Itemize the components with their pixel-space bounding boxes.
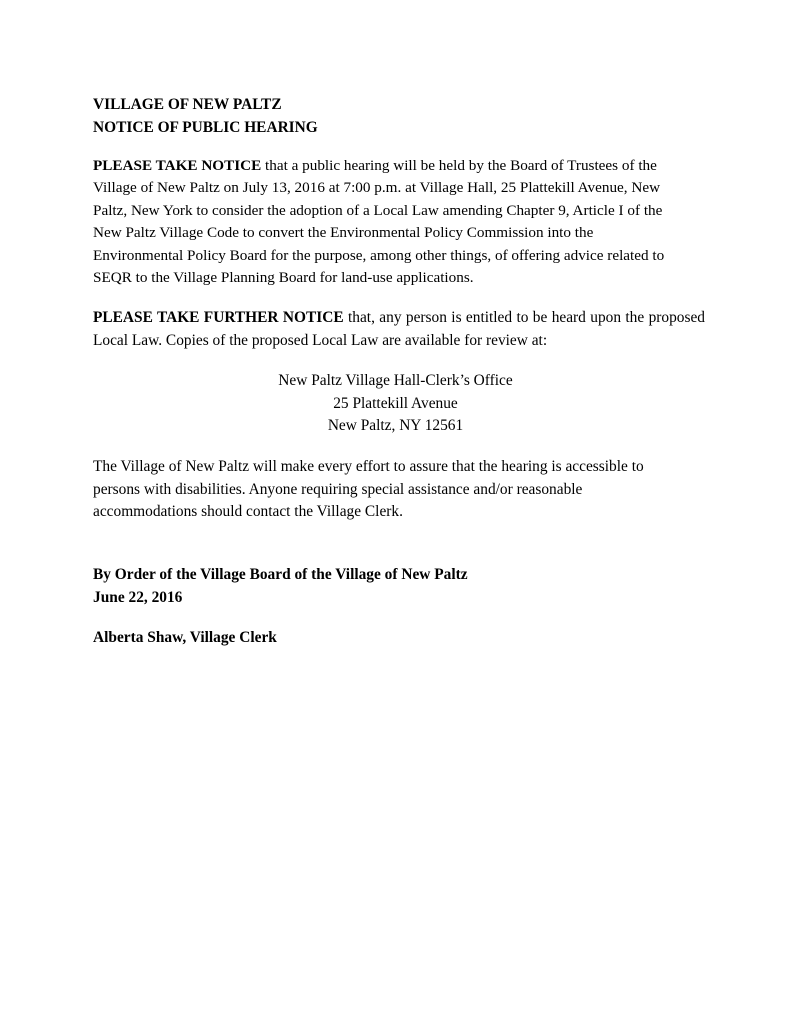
further-notice-lead: PLEASE TAKE FURTHER NOTICE <box>93 309 344 326</box>
heading-village-name: VILLAGE OF NEW PALTZ <box>93 96 282 113</box>
accessibility-paragraph: The Village of New Paltz will make every effort to assure that the hearing is accessible to persons with disabilities. Anyone requiring special assistance and/or reasonable accommodations should contact the Village Clerk. <box>93 458 644 521</box>
further-notice-body: that, any person is entitled to be heard upon the proposed Local Law. Copies of the proposed Local Law are available for review at: <box>93 309 706 349</box>
notice-heading <box>93 94 705 139</box>
order-block <box>93 564 705 609</box>
notice-paragraph <box>93 155 673 289</box>
notice-lead: PLEASE TAKE NOTICE <box>93 157 262 174</box>
review-address <box>0 370 791 438</box>
order-authority: By Order of the Village Board of the Village of New Paltz <box>93 566 468 583</box>
order-date: June 22, 2016 <box>93 588 183 606</box>
heading-notice-title: NOTICE OF PUBLIC HEARING <box>93 118 318 136</box>
address-street: 25 Plattekill Avenue <box>333 394 458 412</box>
clerk-signature: Alberta Shaw, Village Clerk <box>93 629 277 646</box>
address-city: New Paltz, NY 12561 <box>327 417 464 435</box>
further-notice-paragraph <box>93 307 705 352</box>
notice-body: that a public hearing will be held by the Board of Trustees of the Village of New Paltz on July 13, 2016 at 7:00 p.m. at Village Hall, 25 Plattekill Avenue, New Paltz, New York to consider the adoption of a Local Law amending Chapter 9, Article I of the New Paltz Village Code to convert the Environmental Policy Commission into the Environmental Policy Board for the purpose, among other things, of offering advice related to SEQR to the Village Planning Board for land-use applications. <box>93 157 665 287</box>
address-office: New Paltz Village Hall-Clerk’s Office <box>278 372 513 389</box>
